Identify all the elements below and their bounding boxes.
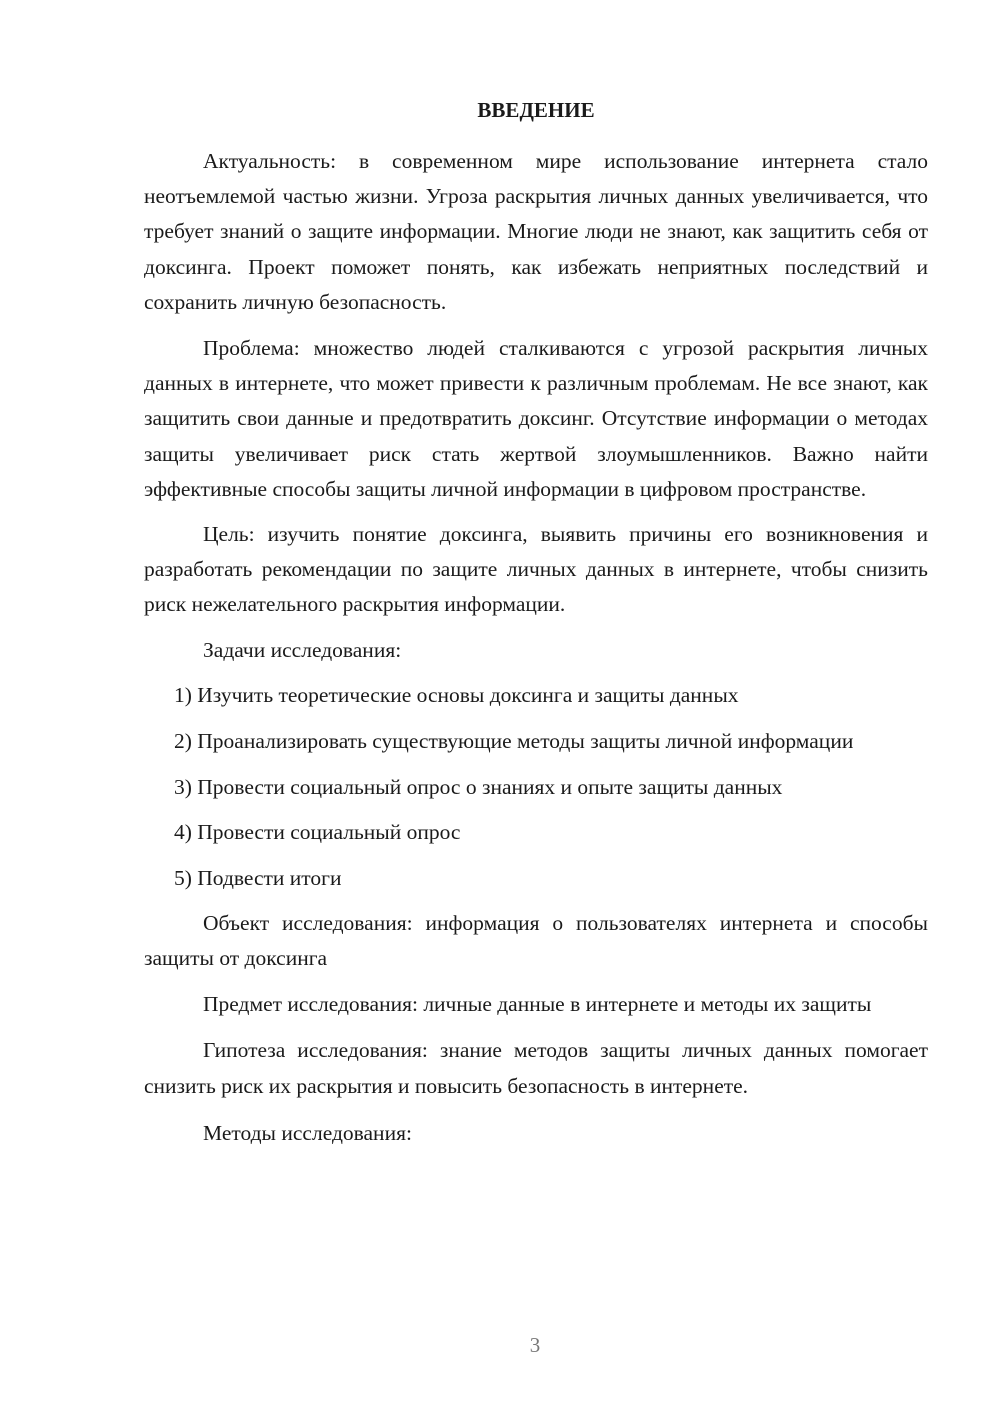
paragraph-relevance: Актуальность: в современном мире использование интернета стало неотъемлемой частью жизни. Угроза раскрытия личных данных увеличивается, что требует знаний о защите информации. Многие люди не знают, как защитить себя от доксинга. Проект поможет понять, как избежать неприятных последствий и сохранить личную безопасность. <box>144 149 928 314</box>
task-item: 3) Провести социальный опрос о знаниях и опыте защиты данных <box>174 775 783 800</box>
paragraph-object: Объект исследования: информация о пользователях интернета и способы защиты от доксинга <box>144 910 928 971</box>
task-item: 4) Провести социальный опрос <box>174 820 461 845</box>
task-item: 1) Изучить теоретические основы доксинга и защиты данных <box>174 682 739 707</box>
paragraph-hypothesis: Гипотеза исследования: знание методов защиты личных данных помогает снизить риск их раскрытия и повысить безопасность в интернете. <box>144 1038 928 1098</box>
section-heading: ВВЕДЕНИЕ <box>477 98 595 122</box>
task-item: 5) Подвести итоги <box>174 865 342 890</box>
methods-heading: Методы исследования: <box>203 1120 412 1145</box>
page-content <box>144 94 928 1151</box>
tasks-heading: Задачи исследования: <box>203 637 402 662</box>
task-item: 2) Проанализировать существующие методы защиты личной информации <box>174 729 854 754</box>
paragraph-subject: Предмет исследования: личные данные в интернете и методы их защиты <box>203 992 872 1017</box>
page-number: 3 <box>529 1333 541 1357</box>
paragraph-goal: Цель: изучить понятие доксинга, выявить причины его возникновения и разработать рекомендации по защите личных данных в интернете, чтобы снизить риск нежелательного раскрытия информации. <box>144 522 928 617</box>
paragraph-problem: Проблема: множество людей сталкиваются с угрозой раскрытия личных данных в интернете, что может привести к различным проблемам. Не все знают, как защитить свои данные и предотвратить доксинг. Отсутствие информации о методах защиты увеличивает риск стать жертвой злоумышленников. Важно найти эффективные способы защиты личной информации в цифровом пространстве. <box>144 336 928 501</box>
